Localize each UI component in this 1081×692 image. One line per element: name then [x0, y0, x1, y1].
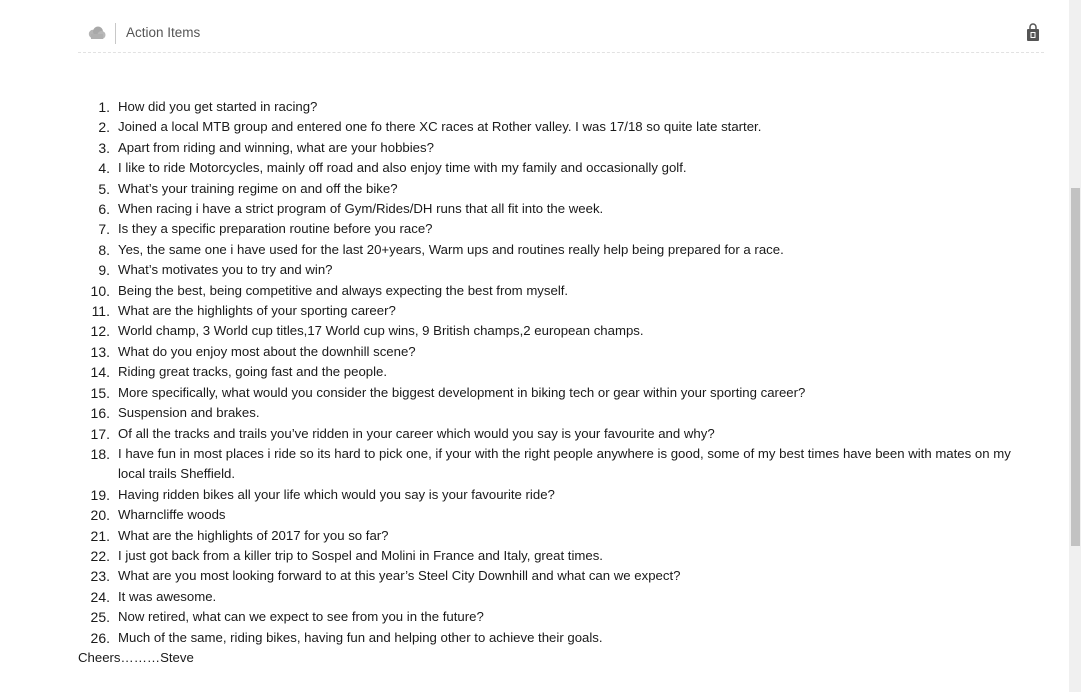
- list-item: [90, 342, 1038, 362]
- list-item: [98, 158, 1038, 178]
- list-item-text: Riding great tracks, going fast and the people.: [118, 364, 388, 380]
- list-item-number: 12.: [90, 323, 110, 340]
- list-item-text: Suspension and brakes.: [118, 405, 260, 421]
- list-item: [90, 566, 1038, 586]
- scrollbar-thumb[interactable]: [1071, 188, 1080, 546]
- list-item-text: Apart from riding and winning, what are your hobbies?: [118, 139, 434, 155]
- list-item: [90, 362, 1038, 382]
- list-item-text: Having ridden bikes all your life which would you say is your favourite ride?: [118, 486, 555, 502]
- list-item: [90, 628, 1038, 648]
- list-item: [90, 403, 1038, 423]
- list-item: [90, 321, 1038, 341]
- list-item: [90, 424, 1038, 444]
- signoff-text: Cheers………Steve: [78, 649, 194, 665]
- list-item-text: What’s motivates you to try and win?: [118, 262, 333, 278]
- list-item: [98, 179, 1038, 199]
- page-title: Action Items: [126, 25, 201, 40]
- shopping-bag-icon[interactable]: [1024, 23, 1042, 43]
- list-item-number: 19.: [90, 486, 110, 503]
- list-item-number: 6.: [98, 201, 110, 218]
- action-items-list: [78, 97, 1038, 648]
- list-item-number: 25.: [90, 609, 110, 626]
- list-item-number: 24.: [90, 588, 110, 605]
- list-item-number: 2.: [98, 119, 110, 136]
- list-item-number: 5.: [98, 180, 110, 197]
- list-item-text: What are the highlights of 2017 for you so far?: [118, 527, 389, 543]
- list-item-text: More specifically, what would you consider the biggest development in biking tech or gear within your sporting career?: [118, 384, 806, 400]
- list-item-text: Is they a specific preparation routine before you race?: [118, 221, 433, 237]
- list-item-number: 22.: [90, 547, 110, 564]
- header-divider: [115, 23, 116, 44]
- list-item-number: 4.: [98, 160, 110, 177]
- list-item: [90, 281, 1038, 301]
- list-item-number: 14.: [90, 364, 110, 381]
- list-item: [98, 199, 1038, 219]
- list-item-text: What are you most looking forward to at this year’s Steel City Downhill and what can we expect?: [118, 568, 681, 584]
- list-item-number: 7.: [98, 221, 110, 238]
- list-item-number: 13.: [90, 343, 110, 360]
- vertical-scrollbar[interactable]: [1069, 0, 1081, 692]
- list-item-text: I have fun in most places i ride so its hard to pick one, if your with the right people anywhere is good, some of my best times have been with mates on my local trails Sheffield.: [118, 445, 1011, 482]
- list-item-number: 11.: [91, 303, 110, 320]
- list-item: [90, 505, 1038, 525]
- list-item: [90, 485, 1038, 505]
- list-item: [90, 546, 1038, 566]
- list-item-text: Much of the same, riding bikes, having fun and helping other to achieve their goals.: [118, 629, 603, 645]
- list-item-text: How did you get started in racing?: [118, 99, 318, 114]
- list-item-text: Now retired, what can we expect to see from you in the future?: [118, 609, 484, 625]
- list-item-number: 16.: [90, 405, 110, 422]
- list-item-text: I just got back from a killer trip to Sospel and Molini in France and Italy, great times.: [118, 547, 603, 563]
- header-bar: [78, 14, 1044, 53]
- cloud-app-icon[interactable]: [88, 26, 106, 40]
- list-item: [90, 526, 1038, 546]
- list-item: [98, 138, 1038, 158]
- list-item: [90, 587, 1038, 607]
- list-item-text: World champ, 3 World cup titles,17 World cup wins, 9 British champs,2 european champs.: [118, 323, 644, 339]
- document-content: [78, 97, 1038, 668]
- list-item-text: When racing i have a strict program of Gym/Rides/DH runs that all fit into the week.: [118, 201, 604, 217]
- list-item: [98, 260, 1038, 280]
- list-item-text: It was awesome.: [118, 588, 217, 604]
- list-item: [98, 219, 1038, 239]
- list-item-text: What do you enjoy most about the downhill scene?: [118, 343, 416, 359]
- list-item-number: 17.: [90, 425, 110, 442]
- list-item-text: Of all the tracks and trails you’ve ridden in your career which would you say is your favourite and why?: [118, 425, 715, 441]
- list-item-number: 26.: [90, 629, 110, 646]
- list-item-text: Being the best, being competitive and always expecting the best from myself.: [118, 282, 569, 298]
- list-item-number: 10.: [90, 282, 110, 299]
- list-item-number: 3.: [98, 139, 110, 156]
- list-item: [90, 444, 1038, 485]
- list-item-number: 23.: [90, 568, 110, 585]
- list-item-text: What’s your training regime on and off the bike?: [118, 180, 398, 196]
- list-item-number: 15.: [90, 384, 110, 401]
- list-item-number: 21.: [90, 527, 110, 544]
- list-item: [98, 117, 1038, 137]
- list-item: [91, 301, 1038, 321]
- list-item-number: 9.: [98, 262, 110, 279]
- list-item: [98, 240, 1038, 260]
- list-item-number: 8.: [98, 241, 110, 258]
- list-item: [90, 607, 1038, 627]
- list-item-text: I like to ride Motorcycles, mainly off road and also enjoy time with my family and occasionally golf.: [118, 160, 687, 176]
- list-item: [98, 97, 1038, 117]
- list-item-text: Wharncliffe woods: [118, 507, 226, 523]
- list-item-number: 18.: [90, 445, 110, 462]
- list-item-number: 20.: [90, 507, 110, 524]
- list-item-number: 1.: [98, 99, 110, 115]
- list-item: [90, 383, 1038, 403]
- list-item-text: Joined a local MTB group and entered one fo there XC races at Rother valley. I was 17/18 so quite late starter.: [118, 119, 762, 135]
- list-item-text: What are the highlights of your sporting career?: [118, 303, 396, 319]
- list-item-text: Yes, the same one i have used for the last 20+years, Warm ups and routines really help being prepared for a race.: [118, 241, 784, 257]
